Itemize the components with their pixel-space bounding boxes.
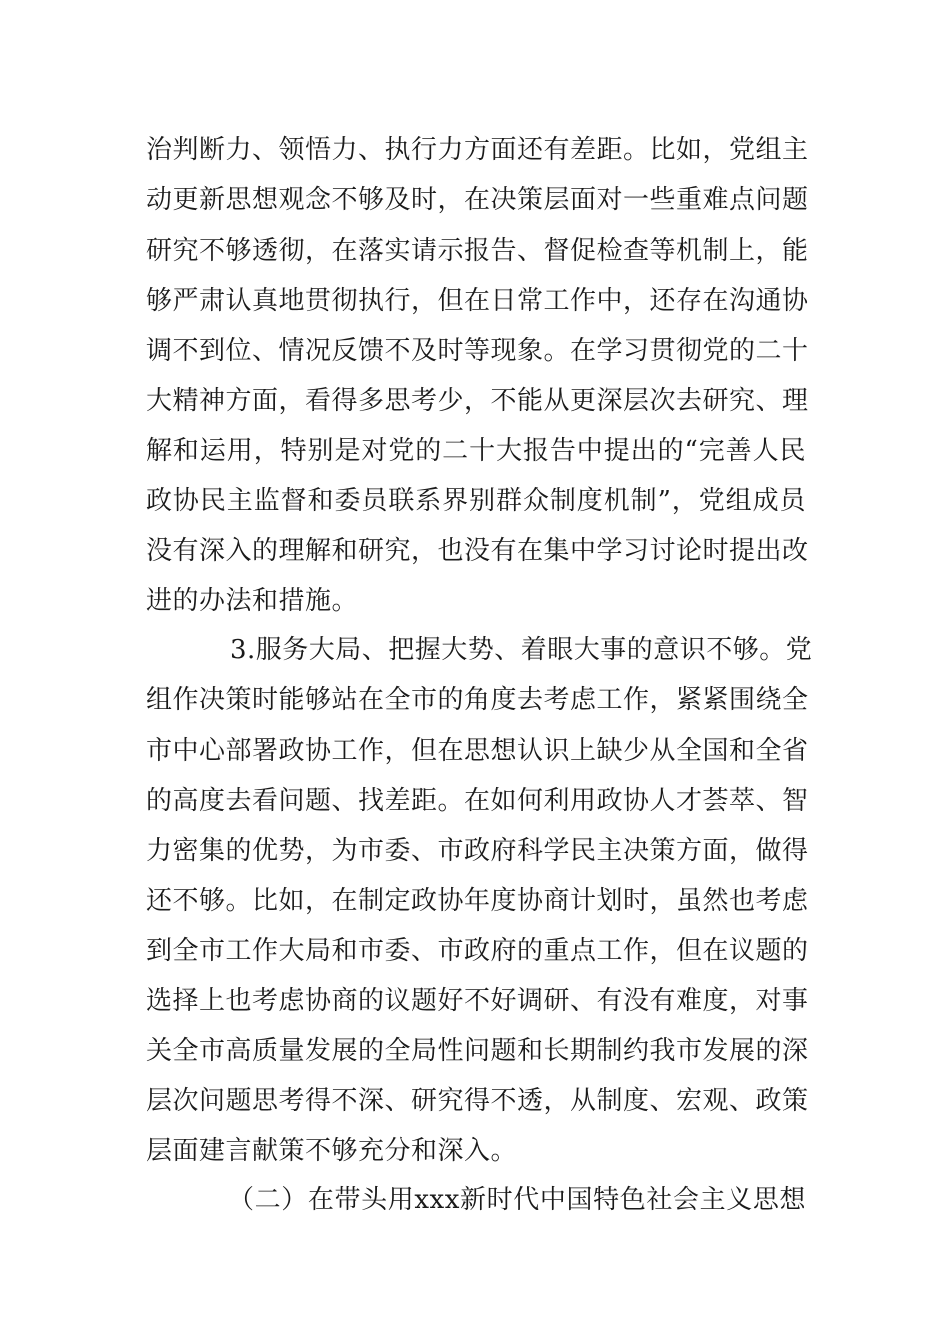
text-line: 够严肃认真地贯彻执行，但在日常工作中，还存在沟通协 xyxy=(146,286,809,316)
text-line: 组作决策时能够站在全市的角度去考虑工作，紧紧围绕全 xyxy=(146,685,809,715)
text-line: 治判断力、领悟力、执行力方面还有差距。比如，党组主 xyxy=(146,135,809,165)
text-line: 的高度去看问题、找差距。在如何利用政协人才荟萃、智 xyxy=(146,786,809,816)
text-line: 政协民主监督和委员联系界别群众制度机制”，党组成员 xyxy=(146,486,806,516)
section-heading-3: 3.服务大局、把握大势、着眼大事的意识不够。党 xyxy=(230,635,813,665)
text-line: 选择上也考虑协商的议题好不好调研、有没有难度，对事 xyxy=(146,986,809,1016)
text-line: 解和运用，特别是对党的二十大报告中提出的“完善人民 xyxy=(146,436,806,466)
text-line: 关全市高质量发展的全局性问题和长期制约我市发展的深 xyxy=(146,1036,809,1066)
text-line: 动更新思想观念不够及时，在决策层面对一些重难点问题 xyxy=(146,185,809,215)
section-heading-2: （二）在带头用xxx新时代中国特色社会主义思想 xyxy=(228,1185,806,1215)
text-line: 还不够。比如，在制定政协年度协商计划时，虽然也考虑 xyxy=(146,886,809,916)
text-line: 层面建言献策不够充分和深入。 xyxy=(146,1136,518,1166)
text-line: 层次问题思考得不深、研究得不透，从制度、宏观、政策 xyxy=(146,1086,809,1116)
text-line: 进的办法和措施。 xyxy=(146,586,359,616)
text-line: 研究不够透彻，在落实请示报告、督促检查等机制上，能 xyxy=(146,236,809,266)
text-line: 力密集的优势，为市委、市政府科学民主决策方面，做得 xyxy=(146,836,809,866)
text-line: 调不到位、情况反馈不及时等现象。在学习贯彻党的二十 xyxy=(146,336,809,366)
text-line: 大精神方面，看得多思考少，不能从更深层次去研究、理 xyxy=(146,386,809,416)
text-line: 没有深入的理解和研究，也没有在集中学习讨论时提出改 xyxy=(146,536,809,566)
text-line: 市中心部署政协工作，但在思想认识上缺少从全国和全省 xyxy=(146,736,809,766)
text-line: 到全市工作大局和市委、市政府的重点工作，但在议题的 xyxy=(146,936,809,966)
